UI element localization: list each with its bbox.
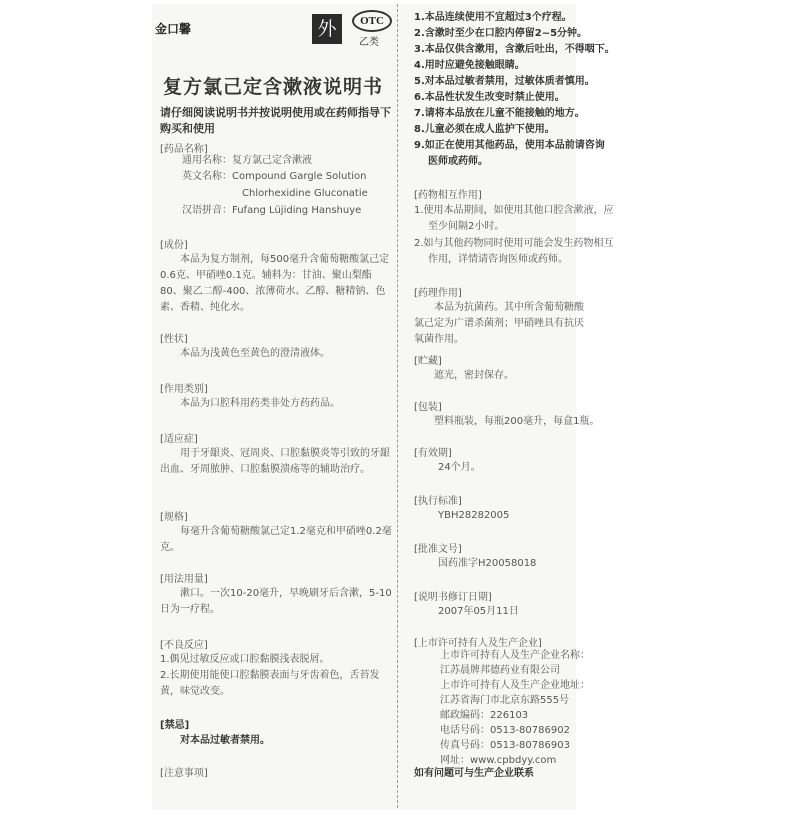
- postal-code: 邮政编码：226103: [440, 710, 529, 721]
- standard-header: [执行标准]: [414, 496, 462, 507]
- precaution-item: 医师或药师。: [428, 156, 488, 167]
- document-title: 复方氯己定含漱液说明书: [163, 76, 384, 98]
- generic-name: 通用名称：复方氯己定含漱液: [182, 155, 312, 166]
- precaution-item: 5.对本品过敏者禁用，过敏体质者慎用。: [414, 76, 595, 87]
- pharmacology-text: 本品为抗菌药。其中所含葡萄糖酸氯己定为广谱杀菌剂；甲硝唑具有抗厌氧菌作用。: [414, 302, 584, 345]
- precaution-item: 4.用时应避免接触眼睛。: [414, 60, 525, 71]
- interaction-item-1: 1.使用本品期间，如使用其他口腔含漱液，应: [414, 205, 614, 216]
- revision-text: 2007年05月11日: [438, 606, 519, 617]
- contraindication-header: [禁忌]: [160, 720, 190, 731]
- package-text: 塑料瓶装，每瓶200毫升，每盒1瓶。: [434, 416, 600, 427]
- brand-name: 金口馨: [155, 22, 192, 36]
- manufacturer-address-label: 上市许可持有人及生产企业地址：: [440, 680, 590, 691]
- adverse-item-1: 1.偶见过敏反应或口腔黏膜浅表脱屑。: [160, 654, 330, 665]
- composition-header: [成份]: [160, 240, 188, 251]
- otc-badge: OTC: [352, 10, 392, 32]
- category-header: [作用类别]: [160, 384, 208, 395]
- precautions-header: [注意事项]: [160, 768, 208, 779]
- package-header: [包装]: [414, 402, 442, 413]
- precaution-item: 7.请将本品放在儿童不能接触的地方。: [414, 108, 585, 119]
- pharmacology-header: [药理作用]: [414, 288, 462, 299]
- revision-header: [说明书修订日期]: [414, 592, 492, 603]
- interaction-item-2-cont: 作用，详情请咨询医师或药师。: [428, 254, 568, 265]
- english-name: 英文名称：Compound Gargle Solution: [182, 171, 367, 182]
- interaction-item-2: 2.如与其他药物同时使用可能会发生药物相互: [414, 238, 614, 249]
- standard-text: YBH28282005: [438, 510, 510, 521]
- precaution-item: 2.含漱时至少在口腔内停留2~5分钟。: [414, 28, 588, 39]
- validity-text: 24个月。: [438, 462, 481, 473]
- approval-text: 国药准字H20058018: [438, 558, 537, 569]
- precautions-list: [414, 10, 615, 170]
- category-text: 本品为口腔科用药类非处方药药品。: [180, 398, 340, 409]
- manufacturer-name-label: 上市许可持有人及生产企业名称：: [440, 650, 590, 661]
- indications-header: [适应症]: [160, 434, 198, 445]
- drug-name-header: [药品名称]: [160, 144, 208, 155]
- storage-header: [贮藏]: [414, 356, 442, 367]
- precaution-item: 3.本品仅供含漱用，含漱后吐出，不得咽下。: [414, 44, 615, 55]
- contraindication-text: 对本品过敏者禁用。: [180, 735, 270, 746]
- website: 网址：www.cpbdyy.com: [440, 755, 557, 766]
- manufacturer-name: 江苏晨牌邦德药业有限公司: [440, 665, 560, 676]
- storage-text: 遮光，密封保存。: [434, 370, 514, 381]
- interactions-header: [药物相互作用]: [414, 190, 482, 201]
- precaution-item: 6.本品性状发生改变时禁止使用。: [414, 92, 565, 103]
- manufacturer-address: 江苏省海门市北京东路555号: [440, 695, 570, 706]
- validity-header: [有效期]: [414, 448, 452, 459]
- specification-header: [规格]: [160, 512, 188, 523]
- approval-header: [批准文号]: [414, 544, 462, 555]
- indications-text: 用于牙龈炎、冠周炎、口腔黏膜炎等引致的牙龈出血、牙周脓肿、口腔黏膜溃疡等的辅助治疗。: [160, 448, 390, 475]
- english-name-line2: Chlorhexidine Gluconatie: [242, 188, 368, 199]
- fax-number: 传真号码：0513-80786903: [440, 740, 570, 751]
- otc-class-label: 乙类: [359, 37, 379, 48]
- pinyin-name: 汉语拼音：Fufang Lüjiding Hanshuye: [182, 205, 362, 216]
- dosage-text: 漱口。一次10-20毫升，早晚刷牙后含漱，5-10日为一疗程。: [160, 588, 392, 615]
- phone-number: 电话号码：0513-80786902: [440, 725, 570, 736]
- manufacturer-info: [440, 648, 590, 768]
- interaction-item-1-cont: 至少间隔2小时。: [428, 221, 505, 232]
- adverse-item-2: 2.长期使用能使口腔黏膜表面与牙齿着色，舌苔发黄，味觉改变。: [160, 670, 380, 697]
- precaution-item: 9.如正在使用其他药品，使用本品前请咨询: [414, 140, 605, 151]
- character-text: 本品为浅黄色至黄色的澄清液体。: [180, 348, 330, 359]
- composition-text: 本品为复方制剂，每500毫升含葡萄糖酸氯己定0.6克、甲硝唑0.1克。辅料为：甘油、聚山梨酯80、聚乙二醇-400、浓薄荷水、乙醇、糖精钠、色素、香精、纯化水。: [160, 254, 390, 313]
- dosage-header: [用法用量]: [160, 574, 208, 585]
- character-header: [性状]: [160, 334, 188, 345]
- adverse-header: [不良反应]: [160, 640, 208, 651]
- manufacturer-header: [上市许可持有人及生产企业]: [414, 638, 542, 649]
- specification-text: 每毫升含葡萄糖酸氯己定1.2毫克和甲硝唑0.2毫克。: [160, 526, 392, 553]
- external-use-badge: 外: [312, 14, 342, 44]
- contact-footer: 如有问题可与生产企业联系: [414, 768, 534, 779]
- usage-notice: 请仔细阅读说明书并按说明使用或在药师指导下购买和使用: [160, 106, 391, 135]
- fold-divider: [397, 4, 400, 808]
- precaution-item: 1.本品连续使用不宜超过3个疗程。: [414, 12, 572, 23]
- precaution-item: 8.儿童必须在成人监护下使用。: [414, 124, 555, 135]
